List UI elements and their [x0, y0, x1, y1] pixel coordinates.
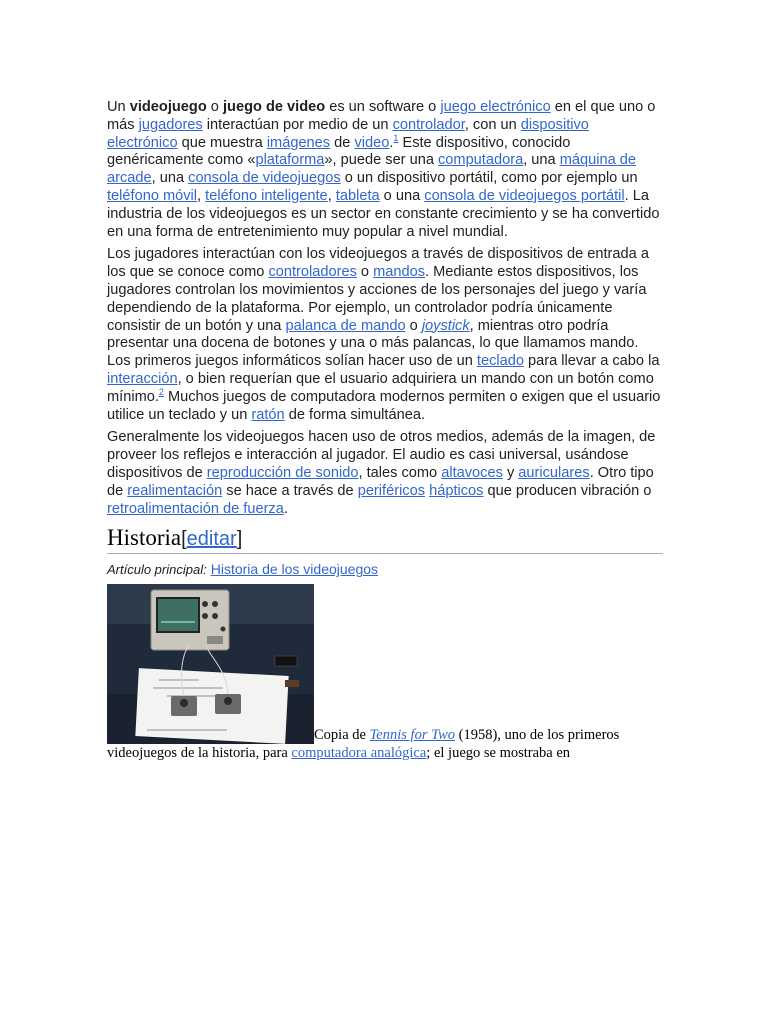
main-article-hatnote [107, 561, 663, 579]
link-jugadores[interactable]: jugadores [138, 116, 203, 133]
text: y [502, 464, 519, 481]
link-computadora[interactable]: computadora [438, 152, 524, 169]
text: , una [151, 170, 189, 187]
link-teclado[interactable]: teclado [476, 353, 524, 370]
footnote-2-link[interactable]: 2 [158, 386, 164, 397]
link-tableta[interactable]: tableta [335, 187, 380, 204]
text: », puede ser una [324, 152, 438, 169]
text: es un software o [325, 99, 441, 115]
link-dispositivo-electronico[interactable]: dispositivo electrónico [107, 116, 589, 151]
text: . [389, 134, 394, 151]
text: Los jugadores interactúan con los videojuegos a través de dispositivos de entrada a los que se conoce como [107, 246, 649, 281]
link-juego-electronico[interactable]: juego electrónico [440, 99, 551, 115]
text: , [327, 187, 336, 204]
link-plataforma[interactable]: plataforma [255, 152, 325, 169]
link-mandos[interactable]: mandos [373, 264, 426, 281]
paragraph-intro [107, 99, 663, 241]
text: para llevar a cabo la [523, 353, 660, 370]
link-telefono-movil[interactable]: teléfono móvil [107, 187, 198, 204]
link-tennis-for-two[interactable]: Tennis for Two [369, 727, 455, 744]
link-historia-de-los-videojuegos[interactable]: Historia de los videojuegos [210, 561, 379, 578]
edit-link[interactable]: editar [186, 528, 237, 551]
paragraph-media [107, 429, 663, 518]
bold-term: videojuego [129, 99, 207, 115]
article-body [107, 99, 663, 762]
link-consola-de-videojuegos[interactable]: consola de videojuegos [188, 170, 341, 187]
text: Un [107, 99, 130, 115]
text: que producen vibración o [483, 482, 652, 499]
link-raton[interactable]: ratón [251, 406, 285, 423]
bold-term: juego de video [222, 99, 326, 115]
tennis-for-two-photo[interactable] [107, 584, 314, 744]
text: Este dispositivo, conocido genéricamente como « [107, 134, 571, 169]
text: de forma simultánea. [284, 406, 426, 423]
footnote-1-link[interactable]: 1 [393, 132, 399, 143]
link-interaccion[interactable]: interacción [107, 370, 178, 387]
text: o un dispositivo portátil, como por ejemplo un [340, 170, 638, 187]
link-hapticos[interactable]: hápticos [429, 482, 484, 499]
link-auriculares[interactable]: auriculares [518, 464, 590, 481]
text: . La industria de los videojuegos es un sector en constante crecimiento y se ha convertido en una forma de entretenimiento muy popular a nivel mundial. [107, 187, 660, 240]
text: , una [523, 152, 560, 169]
caption-text: Copia de [314, 727, 370, 744]
paragraph-controllers [107, 246, 663, 424]
text: . Otro tipo de [107, 464, 654, 499]
link-retroalimentacion-de-fuerza[interactable]: retroalimentación de fuerza [107, 500, 284, 517]
link-palanca-de-mando[interactable]: palanca de mando [285, 317, 406, 334]
link-perifericos[interactable]: periféricos [357, 482, 426, 499]
text: se hace a través de [222, 482, 358, 499]
link-joystick[interactable]: joystick [421, 317, 470, 334]
text: , mientras otro podría presentar una docena de botones y una o más palancas, lo que llamamos mando. Los primeros juegos informáticos solían hacer uso de un [107, 317, 639, 370]
text: , o bien requerían que el usuario adquiriera un mando con un botón como mínimo. [107, 370, 654, 405]
text: interactúan por medio de un [202, 116, 393, 133]
text: o [356, 264, 374, 281]
link-maquina-de-arcade[interactable]: máquina de arcade [107, 152, 636, 187]
section-title: Historia [107, 525, 182, 551]
text: . [283, 500, 288, 517]
text: que muestra [177, 134, 267, 151]
edit-section [181, 528, 242, 550]
text: , tales como [358, 464, 442, 481]
text: Muchos juegos de computadora modernos permiten o exigen que el usuario utilice un teclado y un [107, 388, 661, 423]
text: de [330, 134, 355, 151]
link-controlador[interactable]: controlador [392, 116, 465, 133]
text: en el que uno o más [107, 99, 656, 133]
photo-illustration [107, 584, 314, 744]
text: o [405, 317, 422, 334]
text: , [197, 187, 206, 204]
caption-text: (1958), uno de los primeros videojuegos de la historia, para [107, 727, 620, 762]
text: Generalmente los videojuegos hacen uso de otros medios, además de la imagen, de proveer los reflejos e interacción al jugador. El audio es casi universal, usándose dispositivos de [107, 429, 656, 481]
link-consola-portatil[interactable]: consola de videojuegos portátil [424, 187, 625, 204]
link-computadora-analogica[interactable]: computadora analógica [291, 745, 427, 762]
section-heading [107, 523, 663, 554]
bracket-open: [ [181, 528, 187, 551]
link-reproduccion-de-sonido[interactable]: reproducción de sonido [206, 464, 359, 481]
bracket-close: ] [236, 528, 243, 551]
link-imagenes[interactable]: imágenes [266, 134, 331, 151]
text: . Mediante estos dispositivos, los jugadores controlan los movimientos y acciones de los personajes del juego y varía dependiendo de la plataforma. Por ejemplo, un controlador podría únicamente consistir de un botón y una [107, 264, 647, 334]
link-video[interactable]: video [354, 134, 390, 151]
link-realimentacion[interactable]: realimentación [127, 482, 223, 499]
text: , con un [464, 116, 521, 133]
hatnote-label: Artículo principal: [107, 562, 207, 578]
text: o una [379, 187, 425, 204]
text: o [206, 99, 223, 115]
link-altavoces[interactable]: altavoces [441, 464, 503, 481]
caption-text: ; el juego se mostraba en [426, 745, 571, 762]
link-telefono-inteligente[interactable]: teléfono inteligente [205, 187, 328, 204]
link-controladores[interactable]: controladores [268, 264, 357, 281]
figure [107, 584, 663, 762]
